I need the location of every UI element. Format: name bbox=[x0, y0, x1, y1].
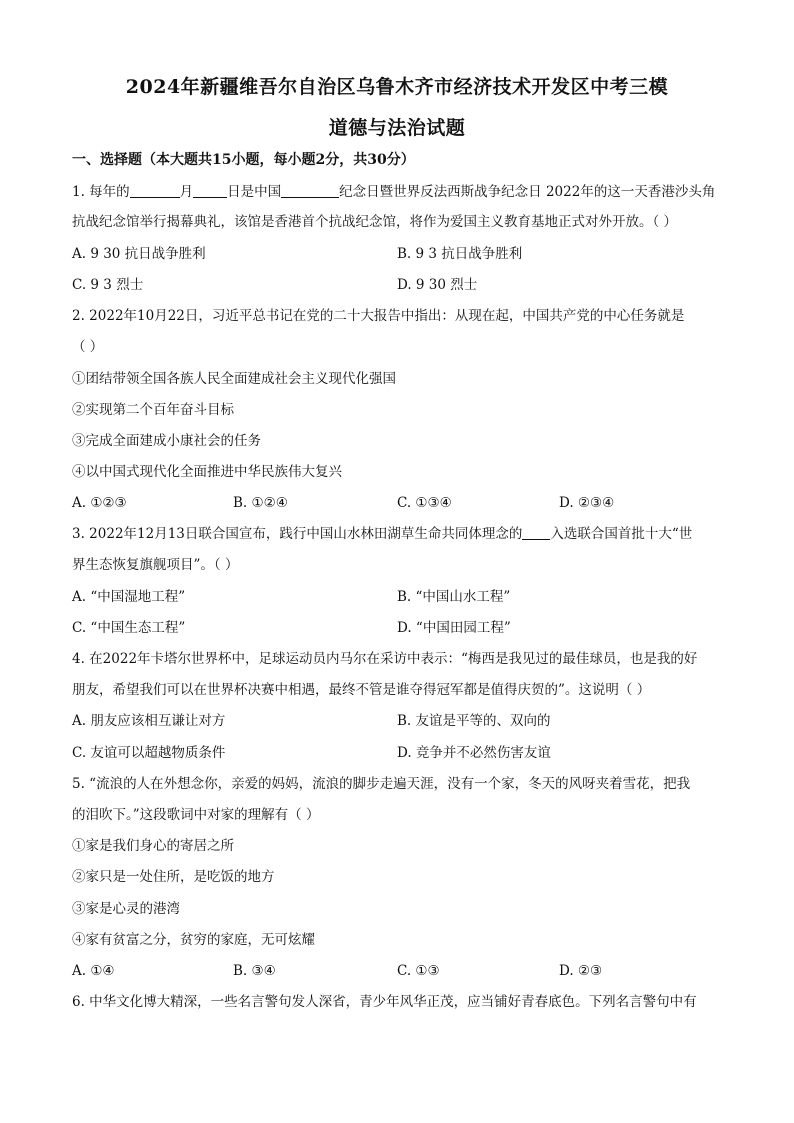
q5-statement-2: ②家只是一处住所，是吃饭的地方 bbox=[72, 869, 275, 885]
q1-blank-1 bbox=[130, 183, 180, 198]
exam-subtitle: 道德与法治试题 bbox=[328, 117, 466, 139]
question-5-line-1: 5. “流浪的人在外想念你，亲爱的妈妈，流浪的脚步走遍天涯，没有一个家，冬天的风呀夹着雪花，把我 bbox=[72, 776, 691, 792]
q1-blank-2 bbox=[193, 183, 227, 198]
q1-option-a: A. 9 30 抗日战争胜利 bbox=[72, 246, 206, 262]
question-1-line-2: 抗战纪念馆举行揭幕典礼，该馆是香港首个抗战纪念馆，将作为爱国主义教育基地正式对外开放。（ ） bbox=[72, 214, 678, 230]
section-heading: 一、选择题（本大题共15小题，每小题2分，共30分） bbox=[72, 152, 415, 168]
question-6-line-1: 6. 中华文化博大精深，一些名言警句发人深省，青少年风华正茂，应当铺好青春底色。下列名言警句中有 bbox=[72, 994, 697, 1010]
q1-text-b: 月 bbox=[179, 184, 194, 200]
q4-option-a: A. 朋友应该相互谦让对方 bbox=[72, 713, 226, 729]
q4-option-b: B. 友谊是平等的、双向的 bbox=[397, 713, 551, 729]
q1-option-b: B. 9 3 抗日战争胜利 bbox=[397, 246, 523, 262]
q4-option-d: D. 竞争并不必然伤害友谊 bbox=[397, 745, 551, 761]
q5-statement-4: ④家有贫富之分，贫穷的家庭，无可炫耀 bbox=[72, 932, 315, 948]
q2-statement-2: ②实现第二个百年奋斗目标 bbox=[72, 402, 234, 418]
q5-option-a: A. ①④ bbox=[72, 963, 115, 979]
q5-option-c: C. ①③ bbox=[397, 963, 440, 979]
q1-text-c: 日是中国 bbox=[227, 184, 282, 200]
question-4-line-1: 4. 在2022年卡塔尔世界杯中，足球运动员内马尔在采访中表示：“梅西是我见过的最佳球员，也是我的好 bbox=[72, 651, 698, 667]
q1-blank-3 bbox=[281, 183, 339, 198]
q3-text-b: 入选联合国首批十大“世 bbox=[550, 526, 693, 542]
q1-text-d: 纪念日暨世界反法西斯战争纪念日 2022年的这一天香港沙头角 bbox=[339, 184, 716, 200]
q1-option-c: C. 9 3 烈士 bbox=[72, 277, 144, 293]
question-5-line-2: 的泪吹下。”这段歌词中对家的理解有（ ） bbox=[72, 807, 320, 823]
q2-statement-4: ④以中国式现代化全面推进中华民族伟大复兴 bbox=[72, 464, 342, 480]
q1-text-a: 1. 每年的 bbox=[72, 184, 130, 200]
q5-option-d: D. ②③ bbox=[559, 963, 603, 979]
question-2-line-2: （ ） bbox=[72, 339, 104, 355]
q3-option-b: B. “中国山水工程” bbox=[397, 589, 511, 605]
question-1-line-1 bbox=[72, 182, 715, 202]
q3-option-d: D. “中国田园工程” bbox=[397, 620, 511, 636]
exam-title: 2024年新疆维吾尔自治区乌鲁木齐市经济技术开发区中考三模 bbox=[125, 76, 669, 98]
question-2-line-1: 2. 2022年10月22日，习近平总书记在党的二十大报告中指出：从现在起，中国共产党的中心任务就是 bbox=[72, 308, 685, 324]
q5-option-b: B. ③④ bbox=[233, 963, 276, 979]
question-4-line-2: 朋友，希望我们可以在世界杯决赛中相遇，最终不管是谁夺得冠军都是值得庆贺的”。这说明（ ） bbox=[72, 682, 651, 698]
q3-option-a: A. “中国湿地工程” bbox=[72, 589, 186, 605]
q2-statement-1: ①团结带领全国各族人民全面建成社会主义现代化强国 bbox=[72, 371, 396, 387]
question-3-line-2: 界生态恢复旗舰项目”。（ ） bbox=[72, 557, 239, 573]
q5-statement-3: ③家是心灵的港湾 bbox=[72, 901, 180, 917]
q2-statement-3: ③完成全面建成小康社会的任务 bbox=[72, 433, 261, 449]
q3-option-c: C. “中国生态工程” bbox=[72, 620, 186, 636]
q2-option-c: C. ①③④ bbox=[397, 495, 452, 511]
q4-option-c: C. 友谊可以超越物质条件 bbox=[72, 745, 226, 761]
q1-option-d: D. 9 30 烈士 bbox=[397, 277, 478, 293]
q5-statement-1: ①家是我们身心的寄居之所 bbox=[72, 838, 234, 854]
q2-option-b: B. ①②④ bbox=[233, 495, 288, 511]
q2-option-a: A. ①②③ bbox=[72, 495, 127, 511]
q2-option-d: D. ②③④ bbox=[559, 495, 615, 511]
q3-text-a: 3. 2022年12月13日联合国宣布，践行中国山水林田湖草生命共同体理念的 bbox=[72, 526, 523, 542]
q3-blank bbox=[522, 525, 550, 540]
question-3-line-1 bbox=[72, 524, 692, 544]
